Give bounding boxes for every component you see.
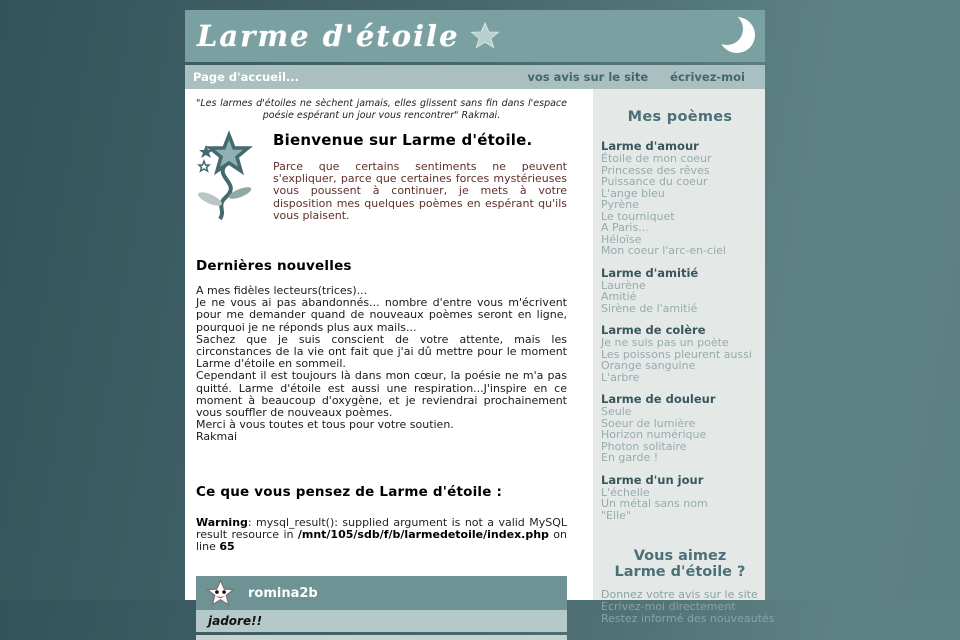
poem-link[interactable]: Puissance du coeur: [601, 175, 708, 188]
poem-link[interactable]: Mon coeur l'arc-en-ciel: [601, 244, 726, 257]
sidebar: [593, 89, 775, 625]
nav-ecrivez-link[interactable]: écrivez-moi: [670, 70, 745, 84]
news-text: [196, 285, 567, 444]
poem-link[interactable]: Soeur de lumière: [601, 416, 696, 430]
poem-link[interactable]: Seule: [601, 405, 632, 418]
poem-link[interactable]: En garde !: [601, 451, 659, 464]
page-container: [185, 0, 775, 629]
news-line: Cependant il est toujours là dans mon cœur, la poésie ne m'a pas quitté. Larme d'étoile est aussi une respiration...J'inspire en ce moment à beaucoup d'oxygène, et je reviendrai prochainement vous souffler de nouveaux poèmes.: [196, 369, 567, 420]
nav-home-link[interactable]: Page d'accueil...: [193, 70, 300, 84]
comment-block: [196, 576, 567, 632]
opinions-title: Ce que vous pensez de Larme d'étoile :: [196, 483, 503, 500]
poem-link[interactable]: L'ange bleu: [601, 186, 665, 200]
poem-link[interactable]: Héloïse: [601, 232, 642, 246]
cta-links: [601, 588, 775, 625]
news-line: Rakmai: [196, 430, 238, 444]
poem-category: [601, 140, 759, 257]
poem-link[interactable]: Princesse des rêves: [601, 163, 710, 177]
cta-link[interactable]: Ecrivez-moi directement: [601, 599, 736, 613]
poem-category-label: Larme de douleur: [601, 392, 716, 406]
cta-title: Vous aimez Larme d'étoile ?: [614, 548, 746, 580]
poem-link[interactable]: Photon solitaire: [601, 439, 687, 453]
poem-link[interactable]: Un métal sans nom: [601, 497, 708, 510]
site-banner: [185, 10, 765, 62]
poem-categories: [601, 140, 759, 521]
sidebar-title: Mes poèmes: [627, 109, 733, 125]
poem-category: [601, 267, 759, 315]
news-line: Je ne vous ai pas abandonnés... nombre d'entre vous m'écrivent pour me demander quand de nouveaux poèmes seront en ligne, pourquoi je ne réponds plus aux mails...: [196, 296, 567, 334]
star-flower-image: [196, 133, 258, 219]
star-avatar-icon: [206, 579, 235, 608]
news-title: Dernières nouvelles: [196, 258, 352, 274]
comment-text: jadore!!: [196, 610, 567, 632]
news-line: A mes fidèles lecteurs(trices)...: [196, 284, 368, 297]
poem-link[interactable]: Je ne suis pas un poète: [601, 336, 729, 349]
poem-link[interactable]: "Elle": [601, 508, 631, 522]
comment-header: [196, 576, 567, 610]
cta-link[interactable]: Donnez votre avis sur le site: [601, 588, 758, 601]
next-comment-strip: [196, 635, 567, 640]
poem-link[interactable]: Pyrène: [601, 198, 639, 211]
crescent-moon-icon: [717, 17, 755, 55]
content-area: [185, 89, 775, 629]
poem-category-label: Larme de colère: [601, 323, 706, 337]
poem-link[interactable]: Les poissons pleurent aussi: [601, 347, 752, 361]
poem-link[interactable]: Orange sanguine: [601, 359, 696, 372]
main-column: [185, 89, 593, 629]
poem-category: [601, 393, 759, 464]
poem-link[interactable]: Étoile de mon coeur: [601, 152, 712, 165]
poem-link[interactable]: Amitié: [601, 290, 637, 303]
welcome-text: Parce que certains sentiments ne peuvent s'expliquer, parce que certaines forces mystérieuses vous poussent à continuer, je mets à votre disposition mes quelques poèmes en espérant qu'ils vous plaisent.: [273, 160, 567, 222]
welcome-section: [196, 131, 567, 223]
poem-category-label: Larme d'amitié: [601, 265, 699, 280]
poem-category-label: Larme d'un jour: [601, 472, 704, 487]
poem-link[interactable]: Le tourniquet: [601, 209, 675, 223]
poem-link[interactable]: Horizon numérique: [601, 428, 707, 441]
cta-link[interactable]: Restez informé des nouveautés: [601, 611, 775, 625]
star-icon: [470, 21, 500, 55]
comment-author: romina2b: [248, 585, 318, 601]
poem-link[interactable]: L'arbre: [601, 370, 640, 384]
news-line: Merci à vous toutes et tous pour votre soutien.: [196, 418, 454, 432]
poem-link[interactable]: Laurène: [601, 278, 646, 292]
poem-category: [601, 474, 759, 522]
welcome-title: Bienvenue sur Larme d'étoile.: [273, 131, 533, 149]
poem-category-label: Larme d'amour: [601, 139, 699, 153]
poem-link[interactable]: Sirène de l'amitié: [601, 301, 698, 315]
navbar: [185, 65, 765, 89]
php-warning: Warning: mysql_result(): supplied argument is not a valid MySQL result resource in /mnt/105/sdb/f/b/larmedetoile/index.php on line 65: [196, 515, 567, 554]
site-quote: "Les larmes d'étoiles ne sèchent jamais, elles glissent sans fin dans l'espace poésie espérant un jour vous rencontrer" Rakmai.: [196, 98, 567, 121]
poem-link[interactable]: A Paris...: [601, 221, 649, 234]
site-title: Larme d'étoile: [197, 19, 460, 53]
nav-avis-link[interactable]: vos avis sur le site: [527, 70, 649, 84]
poem-category: [601, 324, 759, 383]
news-line: Sachez que je suis conscient de votre attente, mais les circonstances de la vie ont fait que j'ai dû mettre pour le moment Larme d'étoile en sommeil.: [196, 332, 567, 371]
poem-link[interactable]: L'échelle: [601, 485, 650, 499]
